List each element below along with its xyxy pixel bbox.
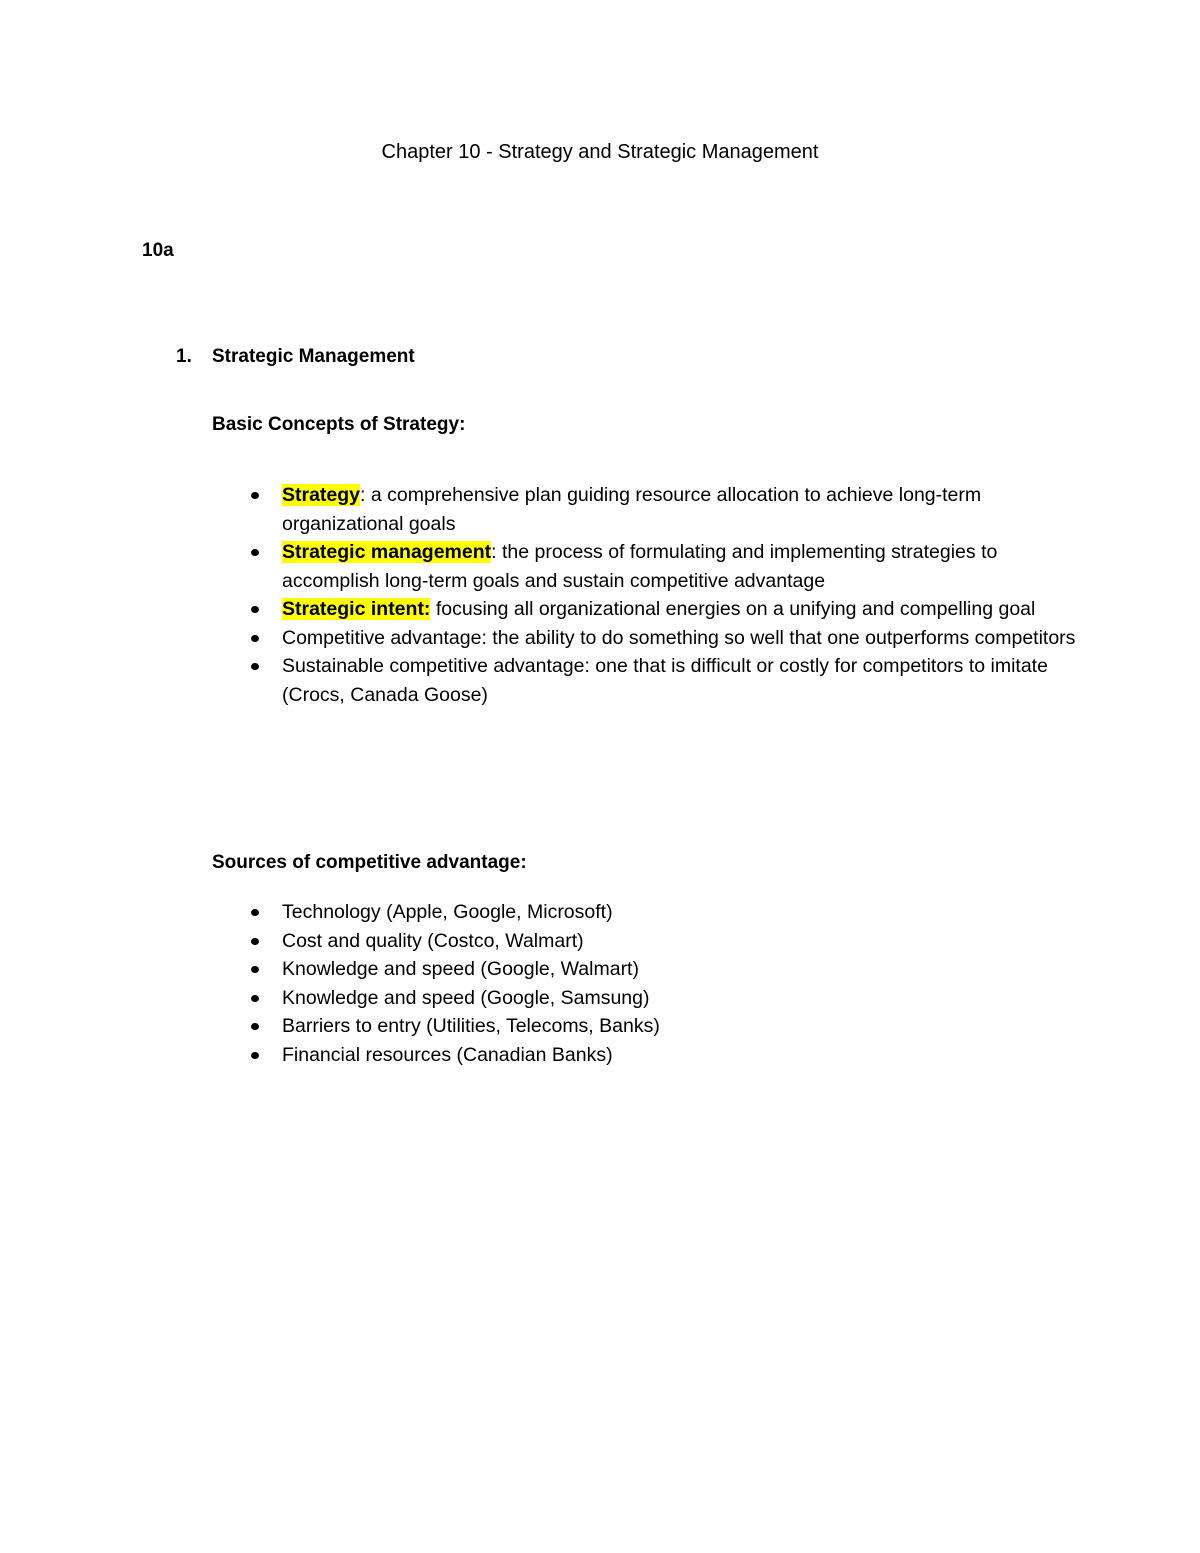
sources-heading: Sources of competitive advantage: — [212, 852, 527, 873]
bullet-icon — [251, 1052, 259, 1059]
concept-text: Competitive advantage: the ability to do something so well that one outperforms competitors — [282, 626, 1076, 649]
concept-item-competitive-advantage — [246, 624, 1076, 653]
bullet-icon — [251, 549, 259, 556]
concept-item-sustainable-advantage — [246, 652, 1076, 709]
bullet-icon — [251, 1023, 259, 1030]
numbered-heading — [176, 346, 415, 368]
source-text: Cost and quality (Costco, Walmart) — [282, 929, 584, 952]
concept-term: Strategy — [282, 484, 361, 506]
bullet-icon — [251, 663, 259, 670]
bullet-icon — [251, 635, 259, 642]
source-text: Knowledge and speed (Google, Samsung) — [282, 986, 650, 1009]
bullet-icon — [251, 995, 259, 1002]
source-text: Knowledge and speed (Google, Walmart) — [282, 958, 639, 980]
concepts-heading: Basic Concepts of Strategy: — [212, 414, 466, 435]
source-item — [246, 955, 1076, 984]
source-item — [246, 927, 1076, 956]
bullet-icon — [251, 606, 259, 613]
bullet-icon — [251, 966, 259, 973]
concept-text: : the process of formulating and implementing strategies to accomplish long-term goals and sustain competitive advantage — [282, 541, 998, 592]
concept-item-strategic-intent — [246, 595, 1076, 624]
source-text: Barriers to entry (Utilities, Telecoms, Banks) — [282, 1015, 660, 1037]
heading-number: 1. — [176, 346, 192, 367]
source-item — [246, 984, 1076, 1013]
bullet-icon — [251, 938, 259, 945]
concept-term: Strategic management — [282, 541, 492, 563]
document-title: Chapter 10 - Strategy and Strategic Management — [381, 141, 819, 163]
heading-text: Strategic Management — [212, 346, 415, 367]
source-text: Technology (Apple, Google, Microsoft) — [282, 901, 613, 923]
concept-term: Strategic intent: — [282, 598, 431, 620]
bullet-icon — [251, 492, 259, 499]
source-item — [246, 898, 1076, 927]
concept-text: focusing all organizational energies on a unifying and compelling goal — [430, 598, 1036, 620]
source-item — [246, 1041, 1076, 1070]
sources-list — [246, 898, 1076, 1069]
source-item — [246, 1012, 1076, 1041]
concept-item-strategic-management — [246, 538, 1076, 595]
section-label: 10a — [142, 240, 174, 261]
bullet-icon — [251, 909, 259, 916]
concept-item-strategy — [246, 481, 1076, 538]
concept-text: : a comprehensive plan guiding resource allocation to achieve long-term organizational goals — [282, 484, 982, 535]
concept-text: Sustainable competitive advantage: one that is difficult or costly for competitors to imitate (Crocs, Canada Goose) — [282, 655, 1048, 706]
source-text: Financial resources (Canadian Banks) — [282, 1043, 613, 1066]
concepts-list — [246, 481, 1076, 709]
